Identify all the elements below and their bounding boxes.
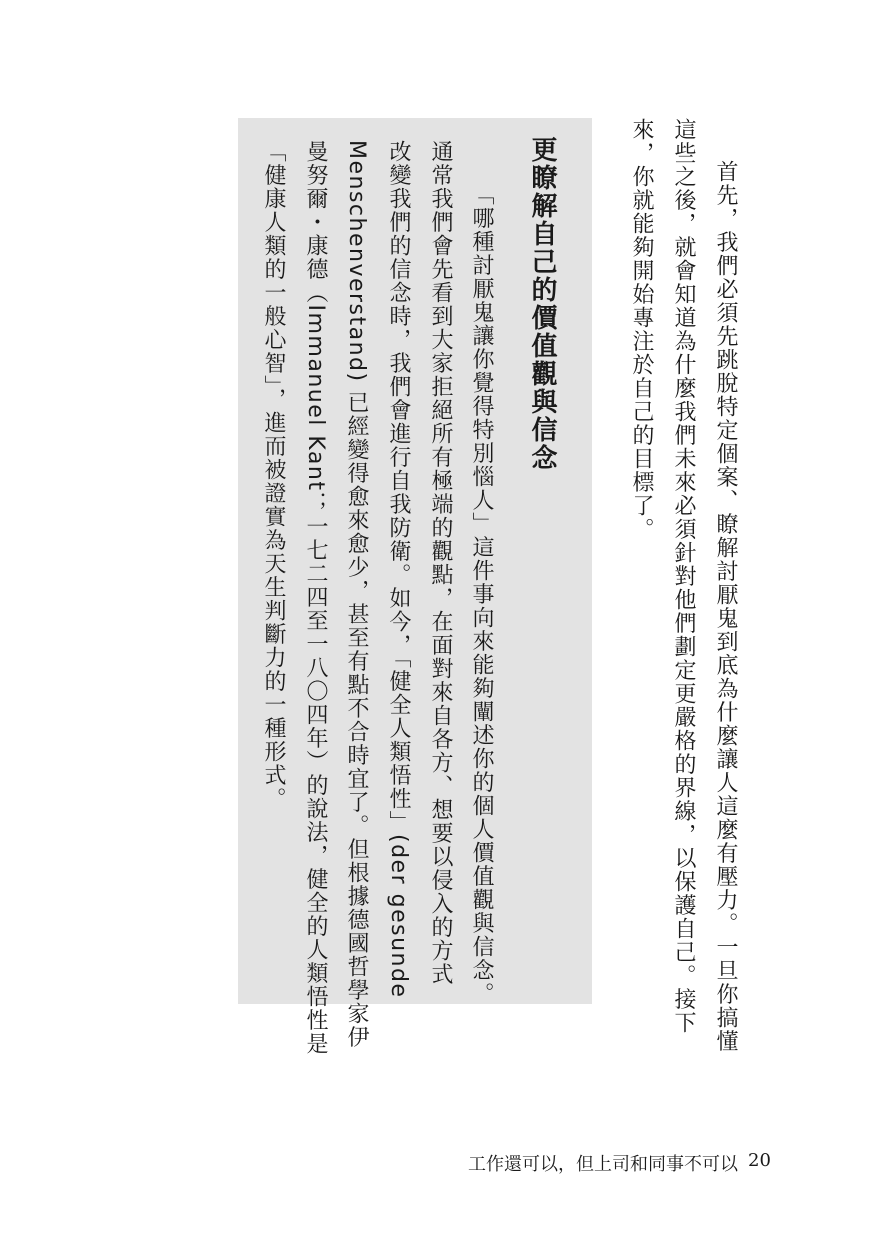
sidebar-heading: 更瞭解自己的價值觀與信念	[527, 136, 557, 472]
sidebar-line-1: 「哪種討厭鬼讓你覺得特別惱人」這件事向來能夠闡述你的個人價值觀與信念。	[469, 183, 494, 1006]
intro-paragraph-line-1: 首先，我們必須先跳脫特定個案、瞭解討厭鬼到底為什麼讓人這麼有壓力。一旦你搞懂	[713, 160, 738, 1053]
sidebar-line-2: 通常我們會先看到大家拒絕所有極端的觀點，在面對來自各方、想要以侵入的方式	[428, 140, 453, 986]
sidebar-line-5: 曼努爾・康德（Immanuel Kant；一七二四至一八〇四年）的說法，健全的人類悟性是	[303, 140, 328, 1056]
sidebar-line-3: 改變我們的信念時，我們會進行自我防衛。如今，「健全人類悟性」(der gesunde	[386, 140, 411, 999]
sidebar-line-6: 「健康人類的一般心智」，進而被證實為天生判斷力的一種形式。	[261, 140, 286, 811]
intro-paragraph-line-2: 這些之後，就會知道為什麼我們未來必須針對他們劃定更嚴格的界線，以保護自己。接下	[671, 118, 696, 1035]
intro-paragraph-line-3: 來，你就能夠開始專注於自己的目標了。	[629, 118, 654, 541]
page-number: 20	[748, 1150, 771, 1171]
sidebar-line-4: Menschenverstand) 已經變得愈來愈少，甚至有點不合時宜了。但根據德國哲學家伊	[344, 140, 369, 1050]
running-title: 工作還可以，但上司和同事不可以	[468, 1154, 738, 1175]
